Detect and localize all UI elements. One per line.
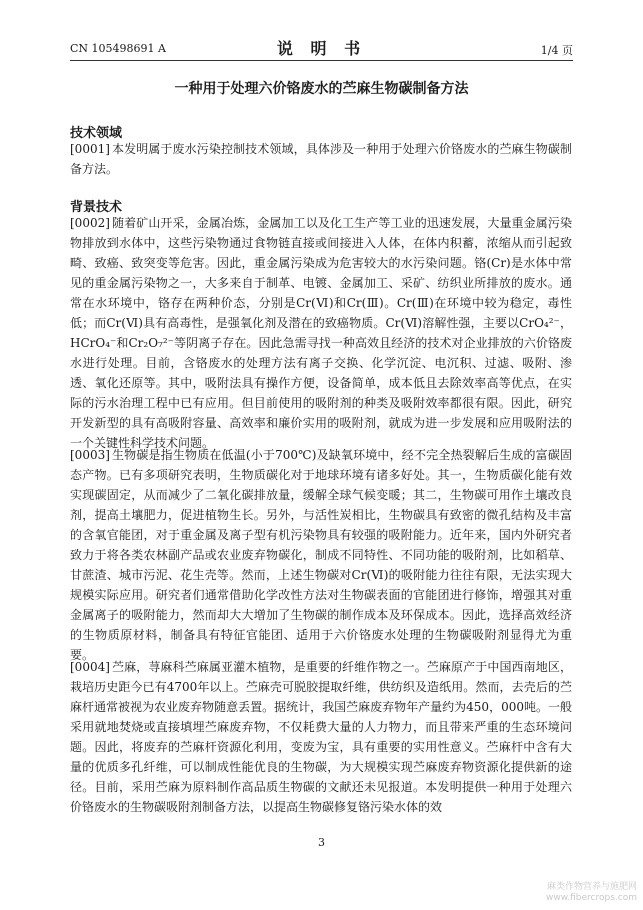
paragraph-0004: 苎麻，荨麻科苎麻属亚灌木植物，是重要的纤维作物之一。苎麻原产于中国西南地区，栽培历史距今已有4700年以上。苎麻壳可脱胶提取纤维，供纺织及造纸用。然而，去壳后的苎麻杆通常被视为农业废弃物随意丢置。据统计，我国苎麻废弃物年产量约为450，000吨。一般采用就地焚烧或直接填埋苎麻废弃物，不仅耗费大量的人力物力，而且带来严重的生态环境问题。因此，将废弃的苎麻杆资源化利用，变废为宝，具有重要的实用性意义。苎麻杆中含有大量的优质多孔纤维，可以制成性能优良的生物碳，为大规模实现苎麻废弃物资源化提供新的途径。目前，采用苎麻为原料制作高品质生物碳的文献还未见报道。本发明提供一种用于处理六价铬废水的生物碳吸附剂制备方法，以提高生物碳修复铬污染水体的效 [70,660,572,814]
watermark [546,882,637,904]
paragraph-0001: 本发明属于废水污染控制技术领域，具体涉及一种用于处理六价铬废水的苎麻生物碳制备方法。 [70,142,572,176]
page-indicator: 1/4 页 [540,44,573,57]
paragraph-number: [0001] [70,142,110,156]
page-header [70,34,573,61]
section-heading-background: 背景技术 [70,200,123,215]
document-title: 一种用于处理六价铬废水的苎麻生物碳制备方法 [174,81,469,97]
paragraph-0002: 随着矿山开采，金属冶炼，金属加工以及化工生产等工业的迅速发展，大量重金属污染物排放到水体中，这些污染物通过食物链直接或间接进入人体，在体内积蓄，浓缩从而引起致畸、致癌、致突变等危害。因此，重金属污染成为危害较大的水污染问题。铬(Cr)是水体中常见的重金属污染物之一，大多来自于制革、电镀、金属加工、采矿、纺织业所排放的废水。通常在水环境中，铬存在两种价态，分别是Cr(Ⅵ)和Cr(Ⅲ)。Cr(Ⅲ)在环境中较为稳定，毒性低；而Cr(Ⅵ)具有高毒性，是强氧化剂及潜在的致癌物质。Cr(Ⅵ)溶解性强，主要以CrO₄²⁻，HCrO₄⁻和Cr₂O₇²⁻等阴离子存在。因此急需寻找一种高效且经济的技术对企业排放的六价铬废水进行处理。目前，含铬废水的处理方法有离子交换、化学沉淀、电沉积、过滤、吸附、渗透、氧化还原等。其中，吸附法具有操作方便，设备简单，成本低且去除效率高等优点，在实际的污水治理工程中已有应用。但目前使用的吸附剂的种类及吸附效率都很有限。因此，研究开发新型的具有高吸附容量、高效率和廉价实用的吸附剂，就成为进一步发展和应用吸附法的一个关键性科学技术问题。 [70,216,572,450]
watermark-url: www.fibercrops.com [546,893,637,903]
paragraph-number: [0002] [70,216,110,230]
section-heading-tech-field: 技术领域 [70,126,123,141]
paragraph-0003: 生物碳是指生物质在低温(小于700℃)及缺氧环境中，经不完全热裂解后生成的富碳固态产物。已有多项研究表明，生物质碳化对于地球环境有诸多好处。其一，生物质碳化能有效实现碳固定，从而减少了二氧化碳排放量，缓解全球气候变暖；其二，生物碳可用作土壤改良剂，提高土壤肥力，促进植物生长。另外，与活性炭相比，生物碳具有致密的微孔结构及丰富的含氧官能团，对于重金属及离子型有机污染物具有较强的吸附能力。近年来，国内外研究者致力于将各类农林副产品或农业废弃物碳化，制成不同特性、不同功能的吸附剂，比如稻草、甘蔗渣、城市污泥、花生壳等。然而，上述生物碳对Cr(Ⅵ)的吸附能力往往有限，无法实现大规模实际应用。研究者们通常借助化学改性方法对生物碳表面的官能团进行修饰，增强其对重金属离子的吸附能力，然而却大大增加了生物碳的制作成本及环保成本。因此，选择高效经济的生物质原材料，制备具有特征官能团、适用于六价铬废水处理的生物碳吸附剂显得尤为重要。 [70,448,572,662]
paragraph-number: [0003] [70,448,110,462]
page-number: 3 [318,836,325,849]
header-title: 说 明 书 [276,39,367,58]
patent-number: CN 105498691 A [70,42,166,55]
watermark-line: 麻类作物营养与施肥网 [546,882,637,892]
paragraph-number: [0004] [70,660,110,674]
